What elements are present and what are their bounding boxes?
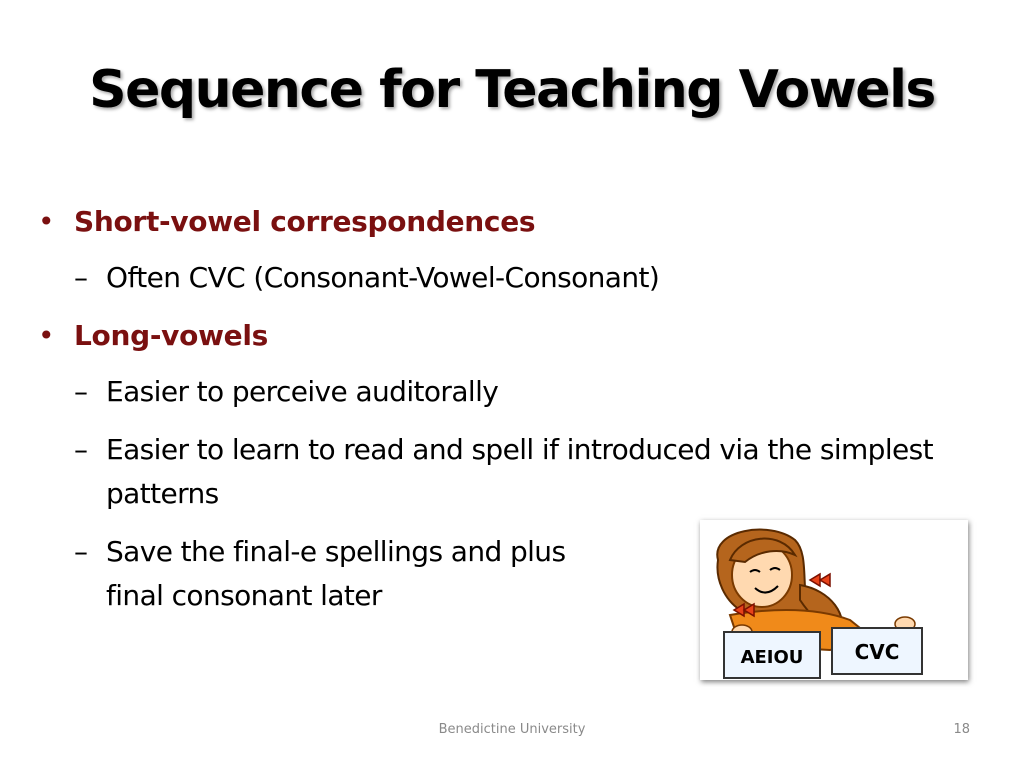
bullet-dot-icon: •	[38, 319, 55, 352]
slide-number: 18	[953, 722, 970, 737]
bullet-long-vowels	[36, 314, 976, 358]
girl-with-signs-clipart	[700, 520, 968, 680]
aeiou-sign-label: AEIOU	[740, 647, 804, 668]
clipart-drawing	[700, 520, 968, 680]
dash-icon: –	[74, 375, 88, 408]
sub-bullet-text: Easier to perceive auditorally	[106, 375, 499, 408]
sub-bullet-final-e	[36, 530, 626, 618]
dash-icon: –	[74, 261, 88, 294]
cvc-sign-label: CVC	[854, 640, 900, 664]
sub-bullet-text: Save the final-e spellings and plus final consonant later	[106, 535, 566, 612]
bullet-dot-icon: •	[38, 205, 55, 238]
dash-icon: –	[74, 535, 88, 568]
sub-bullet-text: Often CVC (Consonant-Vowel-Consonant)	[106, 261, 660, 294]
sub-bullet-easier-learn	[36, 428, 976, 516]
bullet-short-vowel	[36, 200, 976, 244]
footer-organization: Benedictine University	[438, 722, 586, 737]
sub-bullet-text: Easier to learn to read and spell if introduced via the simplest patterns	[106, 433, 934, 510]
bullet-label: Long-vowels	[74, 319, 268, 352]
dash-icon: –	[74, 433, 88, 466]
sub-bullet-perceive	[36, 370, 976, 414]
slide-title: Sequence for Teaching Vowels	[89, 60, 935, 120]
bullet-label: Short-vowel correspondences	[74, 205, 536, 238]
sub-bullet-cvc	[36, 256, 976, 300]
